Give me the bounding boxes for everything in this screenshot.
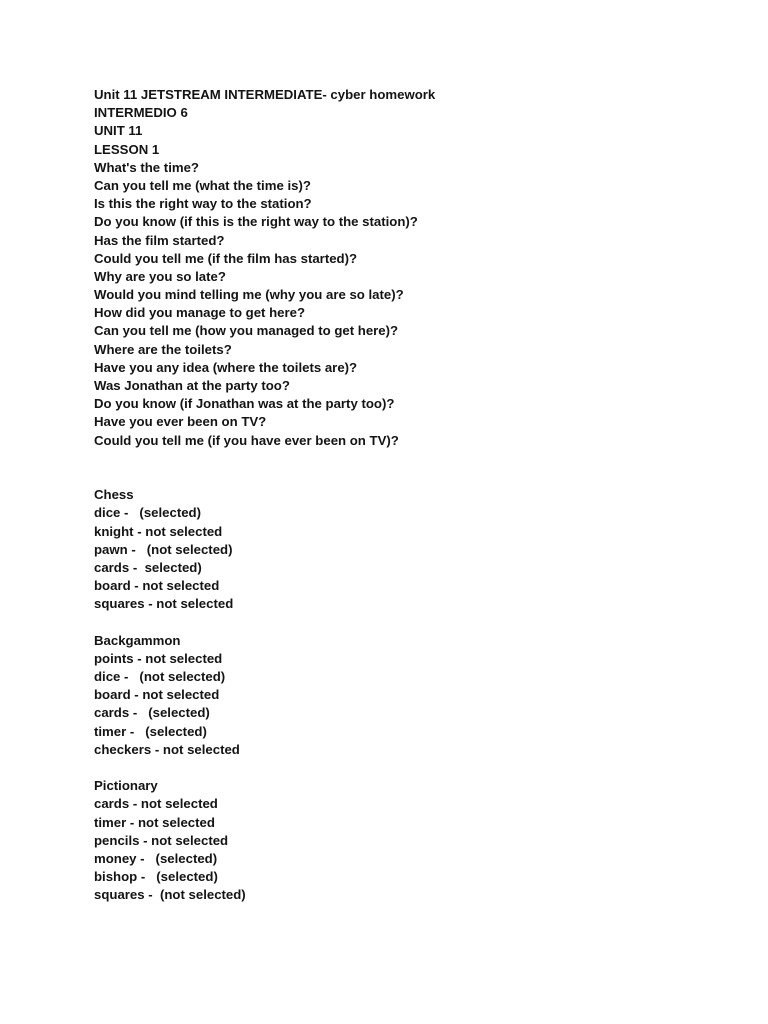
game-title: Pictionary (94, 778, 158, 794)
game-section-pictionary (94, 777, 734, 904)
lesson-label: LESSON 1 (94, 141, 160, 157)
game-item: board - not selected (94, 578, 220, 594)
question-line: What's the time? (94, 159, 199, 175)
game-title: Backgammon (94, 632, 181, 648)
game-item: board - not selected (94, 687, 220, 703)
game-item: pawn - (not selected) (94, 541, 233, 557)
spacer (94, 759, 734, 777)
document-title: Unit 11 JETSTREAM INTERMEDIATE- cyber homework (94, 87, 436, 102)
question-line: Do you know (if this is the right way to the station)? (94, 214, 418, 230)
game-title: Chess (94, 487, 134, 503)
question-line: Have you ever been on TV? (94, 414, 267, 430)
game-section-chess (94, 486, 734, 613)
document-page (94, 86, 734, 904)
game-section-backgammon (94, 632, 734, 759)
game-item: pencils - not selected (94, 832, 229, 848)
question-line: Have you any idea (where the toilets are)? (94, 359, 358, 375)
game-item: cards - selected) (94, 559, 202, 575)
game-item: knight - not selected (94, 523, 223, 539)
game-item: squares - not selected (94, 596, 234, 612)
course-label: INTERMEDIO 6 (94, 105, 188, 121)
spacer (94, 613, 734, 631)
game-item: points - not selected (94, 650, 223, 666)
question-line: Could you tell me (if you have ever been on TV)? (94, 432, 399, 448)
question-line: Could you tell me (if the film has started)? (94, 250, 358, 266)
question-line: Why are you so late? (94, 268, 226, 284)
question-line: Can you tell me (how you managed to get here)? (94, 323, 399, 339)
question-line: Can you tell me (what the time is)? (94, 177, 311, 193)
game-item: money - (selected) (94, 850, 218, 866)
game-item: timer - not selected (94, 814, 215, 830)
unit-label: UNIT 11 (94, 123, 143, 139)
question-line: Would you mind telling me (why you are so late)? (94, 287, 404, 303)
question-line: Do you know (if Jonathan was at the party too)? (94, 396, 395, 412)
game-item: timer - (selected) (94, 723, 207, 739)
document-header (94, 86, 734, 159)
game-item: squares - (not selected) (94, 887, 246, 903)
game-item: bishop - (selected) (94, 869, 218, 885)
question-line: Has the film started? (94, 232, 225, 248)
game-item: cards - not selected (94, 796, 218, 812)
question-list (94, 159, 734, 450)
question-line: How did you manage to get here? (94, 305, 306, 321)
question-line: Where are the toilets? (94, 341, 232, 357)
game-item: cards - (selected) (94, 705, 210, 721)
question-line: Was Jonathan at the party too? (94, 378, 290, 393)
game-item: dice - (not selected) (94, 669, 226, 685)
question-line: Is this the right way to the station? (94, 196, 312, 212)
spacer (94, 450, 734, 486)
game-item: checkers - not selected (94, 741, 240, 757)
game-item: dice - (selected) (94, 505, 202, 521)
